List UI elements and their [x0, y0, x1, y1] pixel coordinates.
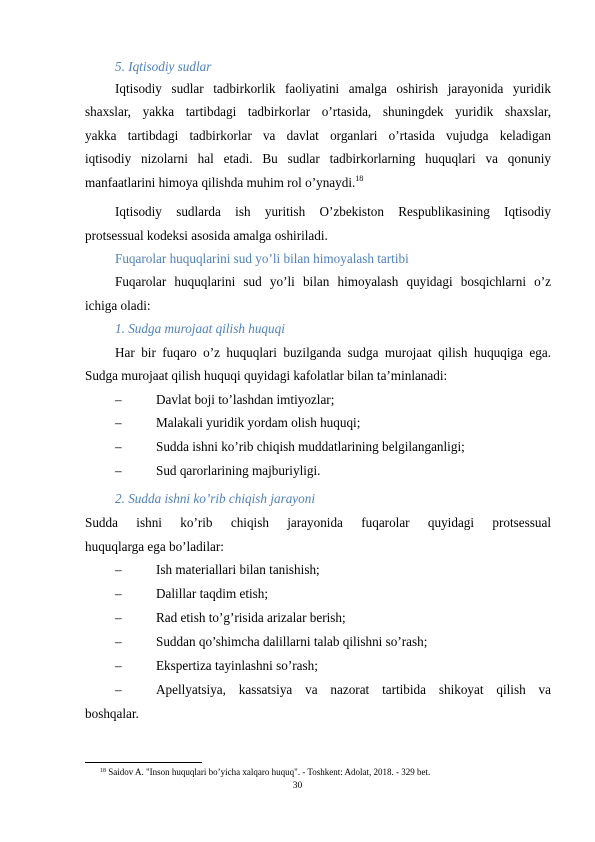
section-heading-protection: Fuqarolar huquqlarini sud yo’li bilan himoyalash tartibi	[115, 251, 409, 266]
list-item-text: Rad etish to’g’risida arizalar berish;	[156, 610, 346, 625]
page-number: 30	[292, 781, 303, 791]
paragraph-line: Fuqarolar huquqlarini sud yo’li bilan himoyalash quyidagi bosqichlarni o’z	[115, 274, 551, 289]
subsection-heading-2: 2. Sudda ishni ko’rib chiqish jarayoni	[115, 491, 316, 506]
section-heading-economic-courts: 5. Iqtisodiy sudlar	[115, 59, 212, 74]
paragraph-line: protsessual kodeksi asosida amalga oshiriladi.	[85, 228, 328, 243]
list-item-text: Sud qarorlarining majburiyligi.	[156, 463, 321, 478]
bullet-dash: –	[115, 610, 122, 625]
paragraph-line: manfaatlarini himoya qilishda muhim rol o’ynaydi.$^{18}$	[85, 174, 364, 190]
bullet-dash: –	[115, 439, 122, 454]
bullet-dash: –	[115, 658, 122, 673]
paragraph-line: Har bir fuqaro o’z huquqlari buzilganda sudga murojaat qilish huquqiga ega.	[115, 345, 551, 360]
list-item-text: Ish materiallari bilan tanishish;	[156, 562, 320, 577]
paragraph-line: Iqtisodiy sudlar tadbirkorlik faoliyatini amalga oshirish jarayonida yuridik	[115, 81, 551, 96]
list-item-text: Dalillar taqdim etish;	[156, 586, 269, 601]
paragraph-line: huquqlarga ega bo’ladilar:	[85, 539, 224, 554]
list-item-text: Suddan qo’shimcha dalillarni talab qilishni so’rash;	[156, 634, 428, 649]
paragraph-line: Sudda ishni ko’rib chiqish jarayonida fuqarolar quyidagi protsessual	[85, 515, 551, 530]
subsection-heading-1: 1. Sudga murojaat qilish huquqi	[115, 321, 285, 336]
paragraph-line: iqtisodiy nizolarni hal etadi. Bu sudlar tadbirkorlarning huquqlari va qonuniy	[85, 151, 551, 166]
list-item-text: Davlat boji to’lashdan imtiyozlar;	[156, 392, 335, 407]
paragraph-line: Iqtisodiy sudlarda ish yuritish O’zbekiston Respublikasining Iqtisodiy	[115, 204, 551, 219]
bullet-dash: –	[115, 562, 122, 577]
bullet-dash: –	[115, 586, 122, 601]
paragraph-line: ichiga oladi:	[85, 298, 151, 313]
paragraph-line: Sudga murojaat qilish huquqi quyidagi kafolatlar bilan ta’minlanadi:	[85, 368, 448, 383]
footnote-separator	[85, 762, 202, 763]
bullet-dash: –	[115, 415, 122, 430]
bullet-dash: –	[115, 634, 122, 649]
list-item-text: Apellyatsiya, kassatsiya va nazorat tartibida shikoyat qilish va	[156, 682, 551, 697]
paragraph-line: shaxslar, yakka tartibdagi tadbirkorlar o’rtasida, shuningdek yuridik shaxslar,	[85, 104, 551, 119]
bullet-dash: –	[115, 463, 122, 478]
list-item-text: Sudda ishni ko’rib chiqish muddatlarining belgilanganligi;	[156, 439, 465, 454]
paragraph-line: yakka tartibdagi tadbirkorlar va davlat organlari o’rtasida vujudga keladigan	[85, 128, 551, 143]
list-item-text: Ekspertiza tayinlashni so’rash;	[156, 658, 318, 673]
bullet-dash: –	[115, 682, 122, 697]
list-item-text: Malakali yuridik yordam olish huquqi;	[156, 415, 361, 430]
footnote	[100, 767, 430, 778]
footnote-reference[interactable]: 18	[355, 174, 364, 183]
bullet-dash: –	[115, 392, 122, 407]
footnote-text: Saidov A. "Inson huquqlari bo’yicha xalqaro huquq". - Toshkent: Adolat, 2018. - 329 bet.	[108, 767, 431, 777]
list-item-continuation: boshqalar.	[85, 706, 139, 721]
footnote-number: 18	[100, 768, 106, 774]
